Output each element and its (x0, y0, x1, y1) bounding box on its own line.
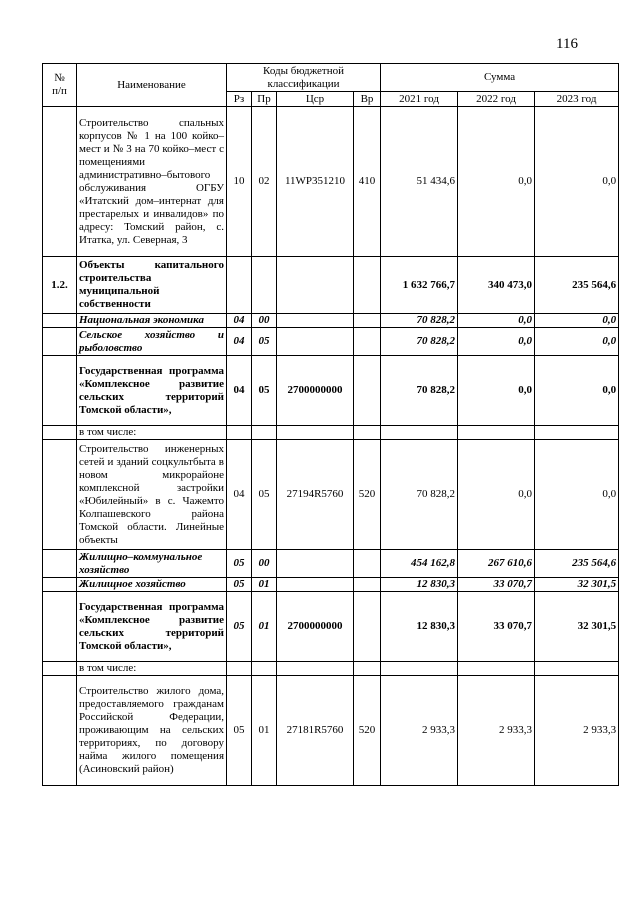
table-row (43, 440, 619, 550)
cell-csr (277, 328, 354, 356)
cell-2023 (535, 662, 619, 676)
cell-num (43, 592, 77, 662)
cell-csr (277, 662, 354, 676)
cell-rz: 04 (227, 356, 252, 426)
cell-2023: 2 933,3 (535, 676, 619, 786)
cell-2021 (381, 662, 458, 676)
header-name: Наименование (77, 64, 227, 107)
cell-vr: 520 (354, 676, 381, 786)
cell-2022: 0,0 (458, 107, 535, 257)
cell-2022: 0,0 (458, 314, 535, 328)
cell-name: Жилищно–коммунальное хозяйство (77, 550, 227, 578)
cell-2023: 0,0 (535, 440, 619, 550)
cell-2021 (381, 426, 458, 440)
cell-2022: 0,0 (458, 440, 535, 550)
cell-num (43, 356, 77, 426)
page-number: 116 (556, 36, 578, 52)
cell-vr (354, 328, 381, 356)
table-row (43, 550, 619, 578)
cell-rz: 05 (227, 592, 252, 662)
cell-rz: 05 (227, 578, 252, 592)
cell-pr: 01 (252, 578, 277, 592)
cell-vr (354, 550, 381, 578)
cell-vr: 520 (354, 440, 381, 550)
cell-2022: 267 610,6 (458, 550, 535, 578)
cell-rz (227, 662, 252, 676)
table-row (43, 578, 619, 592)
cell-2023: 235 564,6 (535, 257, 619, 314)
cell-vr (354, 257, 381, 314)
cell-2021: 51 434,6 (381, 107, 458, 257)
cell-2023: 235 564,6 (535, 550, 619, 578)
cell-pr (252, 257, 277, 314)
cell-csr: 2700000000 (277, 356, 354, 426)
cell-2023: 32 301,5 (535, 578, 619, 592)
cell-2023 (535, 426, 619, 440)
cell-vr (354, 578, 381, 592)
cell-name: Объекты капитального строительства муниципальной собственности (77, 257, 227, 314)
cell-rz (227, 426, 252, 440)
cell-csr: 27181R5760 (277, 676, 354, 786)
cell-csr (277, 426, 354, 440)
cell-pr: 00 (252, 314, 277, 328)
cell-2022 (458, 426, 535, 440)
header-rz: Рз (227, 92, 252, 107)
cell-pr (252, 426, 277, 440)
cell-pr: 05 (252, 328, 277, 356)
cell-rz: 04 (227, 440, 252, 550)
cell-rz: 04 (227, 314, 252, 328)
cell-pr: 05 (252, 440, 277, 550)
cell-num (43, 328, 77, 356)
cell-vr (354, 662, 381, 676)
cell-num (43, 426, 77, 440)
cell-2021: 1 632 766,7 (381, 257, 458, 314)
cell-vr (354, 356, 381, 426)
cell-pr (252, 662, 277, 676)
cell-rz: 10 (227, 107, 252, 257)
cell-csr (277, 314, 354, 328)
cell-2021: 2 933,3 (381, 676, 458, 786)
cell-name: Жилищное хозяйство (77, 578, 227, 592)
cell-pr: 00 (252, 550, 277, 578)
header-pr: Пр (252, 92, 277, 107)
table-row (43, 107, 619, 257)
cell-csr (277, 550, 354, 578)
cell-pr: 02 (252, 107, 277, 257)
cell-num (43, 578, 77, 592)
cell-2021: 454 162,8 (381, 550, 458, 578)
cell-2021: 70 828,2 (381, 328, 458, 356)
cell-rz: 05 (227, 550, 252, 578)
header-num: № п/п (43, 64, 77, 107)
table-row (43, 662, 619, 676)
budget-table (42, 63, 619, 786)
table-row (43, 592, 619, 662)
cell-2022: 340 473,0 (458, 257, 535, 314)
cell-name: Строительство спальных корпусов № 1 на 100 койко–мест и № 3 на 70 койко–мест с помещениями административно–бытового обслуживания ОГБУ «Итатский дом–интернат для престарелых и инвалидов» по адресу: Томский район, с. Итатка, ул. Северная, 3 (77, 107, 227, 257)
cell-name: Национальная экономика (77, 314, 227, 328)
cell-2023: 0,0 (535, 356, 619, 426)
header-2022: 2022 год (458, 92, 535, 107)
header-2023: 2023 год (535, 92, 619, 107)
cell-2022: 2 933,3 (458, 676, 535, 786)
cell-rz: 04 (227, 328, 252, 356)
table-row (43, 314, 619, 328)
cell-vr (354, 592, 381, 662)
header-2021: 2021 год (381, 92, 458, 107)
cell-rz: 05 (227, 676, 252, 786)
table-row (43, 328, 619, 356)
cell-name: Государственная программа «Комплексное развитие сельских территорий Томской области», (77, 592, 227, 662)
cell-name: Строительство жилого дома, предоставляемого гражданам Российской Федерации, проживающим на сельских территориях, по договору найма жилого помещения (Асиновский район) (77, 676, 227, 786)
cell-num (43, 550, 77, 578)
cell-name: в том числе: (77, 426, 227, 440)
cell-num (43, 440, 77, 550)
cell-2021: 70 828,2 (381, 314, 458, 328)
cell-2021: 12 830,3 (381, 592, 458, 662)
cell-csr: 11WP351210 (277, 107, 354, 257)
cell-2022: 0,0 (458, 356, 535, 426)
cell-name: Сельское хозяйство и рыболовство (77, 328, 227, 356)
cell-name: в том числе: (77, 662, 227, 676)
cell-2022: 33 070,7 (458, 578, 535, 592)
cell-csr: 27194R5760 (277, 440, 354, 550)
cell-name: Строительство инженерных сетей и зданий соцкультбыта в новом микрорайоне комплексной застройки «Юбилейный» в с. Чажемто Колпашевского района Томской области. Линейные объекты (77, 440, 227, 550)
header-vr: Вр (354, 92, 381, 107)
cell-csr (277, 257, 354, 314)
cell-pr: 01 (252, 592, 277, 662)
cell-csr: 2700000000 (277, 592, 354, 662)
cell-rz (227, 257, 252, 314)
cell-pr: 05 (252, 356, 277, 426)
cell-num (43, 676, 77, 786)
cell-2021: 70 828,2 (381, 440, 458, 550)
table-row (43, 676, 619, 786)
cell-vr (354, 426, 381, 440)
cell-2022: 0,0 (458, 328, 535, 356)
cell-2023: 0,0 (535, 314, 619, 328)
cell-vr (354, 314, 381, 328)
cell-csr (277, 578, 354, 592)
cell-2023: 0,0 (535, 328, 619, 356)
table-row (43, 356, 619, 426)
cell-num (43, 314, 77, 328)
cell-2021: 70 828,2 (381, 356, 458, 426)
cell-2022: 33 070,7 (458, 592, 535, 662)
cell-2021: 12 830,3 (381, 578, 458, 592)
cell-2023: 32 301,5 (535, 592, 619, 662)
cell-num (43, 662, 77, 676)
header-sum: Сумма (381, 64, 619, 92)
header-csr: Цср (277, 92, 354, 107)
cell-name: Государственная программа «Комплексное развитие сельских территорий Томской области», (77, 356, 227, 426)
cell-2023: 0,0 (535, 107, 619, 257)
header-codes: Коды бюджетной классификации (227, 64, 381, 92)
table-row (43, 257, 619, 314)
cell-vr: 410 (354, 107, 381, 257)
cell-pr: 01 (252, 676, 277, 786)
cell-2022 (458, 662, 535, 676)
table-row (43, 426, 619, 440)
cell-num: 1.2. (43, 257, 77, 314)
cell-num (43, 107, 77, 257)
